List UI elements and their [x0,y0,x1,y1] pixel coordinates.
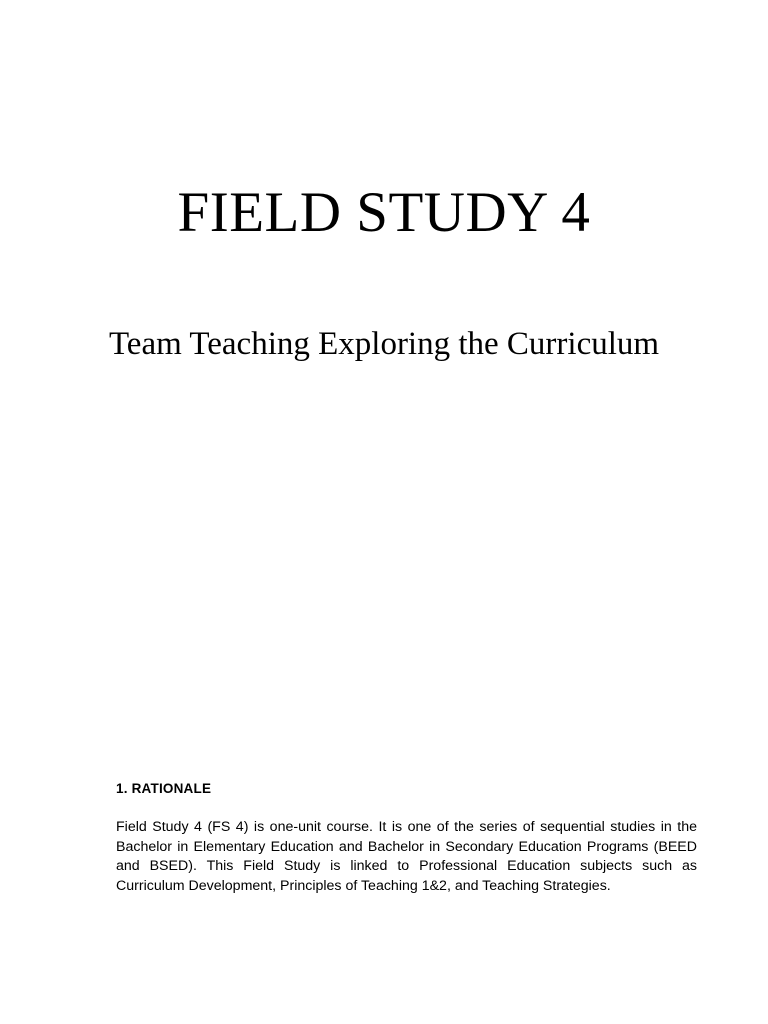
rationale-heading: 1. RATIONALE [116,781,212,796]
document-subtitle: Team Teaching Exploring the Curriculum [108,326,660,362]
document-title: FIELD STUDY 4 [177,181,591,244]
rationale-paragraph: Field Study 4 (FS 4) is one-unit course. It is one of the series of sequential studies in the Bachelor in Elementary Education and Bachelor in Secondary Education Programs (BEED and BSED). This Field Study is linked to Professional Education subjects such as Curriculum Development, Principles of Teaching 1&2, and Teaching Strategies. [116,819,697,894]
rationale-section [116,780,697,896]
